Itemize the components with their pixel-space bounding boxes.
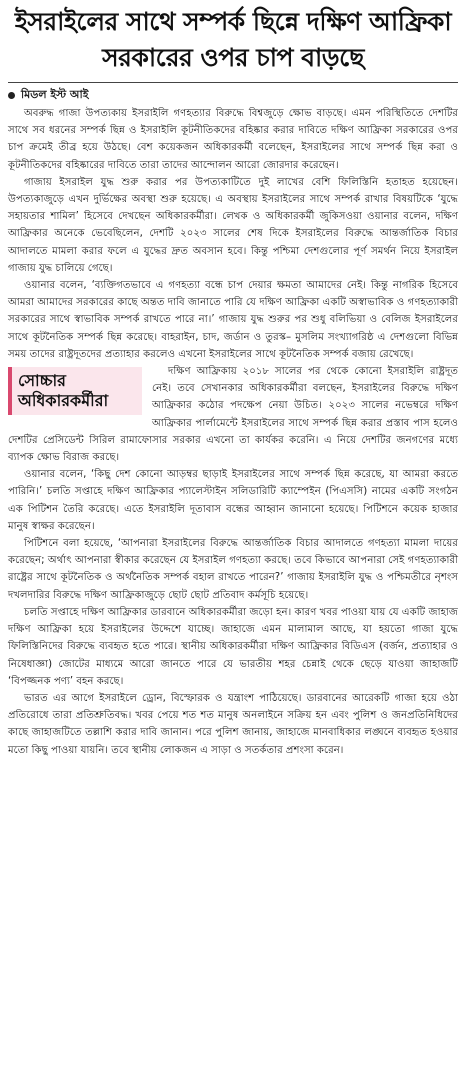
- article-paragraph: পিটিশনে বলা হয়েছে, ‘আপনারা ইসরাইলের বিরুদ্ধে আন্তর্জাতিক বিচার আদালতে গণহত্যা মামলা দায়ের করেছেন; অর্থাৎ আপনারা স্বীকার করেছেন যে ইসরাইল গণহত্যা করছে। তবে কিভাবে আপনারা সেই গণহত্যাকারী রাষ্ট্রের সাথে কূটনৈতিক ও অর্থনৈতিক সম্পর্ক বহাল রাখতে পারেন?’ গাজায় ইসরাইলি যুদ্ধ ও পশ্চিমতীরে নৃশংস দখলদারির বিরুদ্ধে দক্ষিণ আফ্রিকাজুড়ে ছোট ছোট প্রতিবাদ কর্মসূচি হয়েছে।: [8, 538, 458, 601]
- section-subhead: সোচ্চার অধিকারকর্মীরা: [8, 367, 142, 415]
- article-paragraph: গাজায় ইসরাইল যুদ্ধ শুরু করার পর উপত্যকাটিতে দুই লাখের বেশি ফিলিস্তিনি হতাহত হয়েছেন। উপত্যকাজুড়ে এখন দুর্ভিক্ষের অবস্থা শুরু হয়েছে। এ অবস্থায় ইসরাইলের সাথে সম্পর্ক রাখার বিষয়টিকে ‘যুদ্ধে সহায়তার শামিল’ হিসেবে দেখছেন অধিকারকর্মীরা। লেখক ও অধিকারকর্মী জুকিসওয়া ওয়ানার বলেন, দক্ষিণ আফ্রিকার অনেকে ভেবেছিলেন, দেশটি ২০২৩ সালের শেষ দিকে ইসরাইলের বিরুদ্ধে আন্তর্জাতিক বিচার আদালতে মামলা করার ফলে এ যুদ্ধের দ্রুত অবসান হবে। কিন্তু পশ্চিমা দেশগুলোর পূর্ণ সমর্থন নিয়ে ইসরাইল গাজায় যুদ্ধ চালিয়ে গেছে।: [8, 176, 458, 274]
- article-paragraph: অবরুদ্ধ গাজা উপত্যকায় ইসরাইলি গণহত্যার বিরুদ্ধে বিশ্বজুড়ে ক্ষোভ বাড়ছে। এমন পরিস্থিতিতে দেশটির সাথে সব ধরনের সম্পর্ক ছিন্ন ও ইসরাইলি কূটনীতিকদের বহিষ্কার করার দাবিতে দক্ষিণ আফ্রিকা সরকারের ওপর চাপ ক্রমেই তীব্র হয়ে উঠছে। বেশ কয়েকজন অধিকারকর্মী বলেছেন, ইসরাইলের সাথে সম্পর্ক ছিন্ন করা ও কূটনীতিকদের বহিষ্কারের দাবিতে তারা তাদের আন্দোলন আরো জোরদার করেছেন।: [8, 108, 458, 171]
- article-paragraph: ভারত এর আগে ইসরাইলে ড্রোন, বিস্ফোরক ও যন্ত্রাংশ পাঠিয়েছে। ডারবানের আরেকটি গাজা হয়ে ওঠা প্রতিরোধে তারা প্রতিশ্রুতিবদ্ধ। খবর পেয়ে শত শত মানুষ অনলাইনে সক্রিয় হন এবং পুলিশ ও জনপ্রতিনিধিদের কাছে জাহাজটিতে তল্লাশি করার দাবি জানান। পরে পুলিশ জানায়, জাহাজে মানবাধিকার লঙ্ঘনে ব্যবহৃত হওয়ার মতো কিছু পাওয়া যায়নি। তবে স্থানীয় লোকজন এ সাড়া ও সতর্কতার প্রশংসা করেন।: [8, 692, 458, 756]
- byline-source: মিডল ইস্ট আই: [21, 88, 89, 101]
- article-headline: ইসরাইলের সাথে সম্পর্ক ছিন্নে দক্ষিণ আফ্রিকা সরকারের ওপর চাপ বাড়ছে: [14, 7, 452, 72]
- headline-divider: [8, 82, 458, 83]
- bullet-icon: [8, 92, 15, 99]
- article-paragraph: চলতি সপ্তাহে দক্ষিণ আফ্রিকার ডারবানে অধিকারকর্মীরা জড়ো হন। কারণ খবর পাওয়া যায় যে একটি জাহাজ দক্ষিণ আফ্রিকা হয়ে ইসরাইলের উদ্দেশে যাচ্ছে। জাহাজে এমন মালামাল আছে, যা হয়তো গাজা যুদ্ধে ফিলিস্তিনিদের বিরুদ্ধে ব্যবহৃত হতে পারে। স্থানীয় অধিকারকর্মীরা দক্ষিণ আফ্রিকার বিডিএস (বর্জন, প্রত্যাহার ও নিষেধাজ্ঞা) জোটের মাধ্যমে আরো জানতে পারে যে ভারতীয় শহর চেন্নাই থেকে ছেড়ে যাওয়া জাহাজটি ‘বিপজ্জনক পণ্য’ বহন করছে।: [8, 606, 458, 687]
- byline: [8, 87, 458, 103]
- article-paragraph: ওয়ানার বলেন, ‘ব্যক্তিগতভাবে এ গণহত্যা বন্ধে চাপ দেয়ার ক্ষমতা আমাদের নেই। কিন্তু নাগরিক হিসেবে আমরা আমাদের সরকারের কাছে অন্তত দাবি জানাতে পারি যে দক্ষিণ আফ্রিকা একটি অস্বাভাবিক ও গণহত্যাকারী সরকারের সাথে স্বাভাবিক সম্পর্ক রাখতে পারে না।’ গাজায় যুদ্ধ শুরুর পর শুধু বলিভিয়া ও বেলিজ ইসরাইলের সাথে কূটনৈতিক সম্পর্ক ছিন্ন করেছে। বাহরাইন, চাদ, জর্ডান ও তুরস্ক– মুসলিম সংখ্যাগরিষ্ঠ এ দেশগুলো বিভিন্ন সময় তাদের রাষ্ট্রদূতদের প্রত্যাহার করলেও এখনো ইসরাইলের সাথে কূটনৈতিক সম্পর্ক বজায় রেখেছে।: [8, 280, 458, 360]
- article-paragraph: ওয়ানার বলেন, ‘কিছু দেশ কোনো আড়ম্বর ছাড়াই ইসরাইলের সাথে সম্পর্ক ছিন্ন করেছে, যা আমরা করতে পারিনি।’ চলতি সপ্তাহে দক্ষিণ আফ্রিকার প্যালেস্টাইন সলিডারিটি ক্যাম্পেইন (পিএসসি) নামের একটি সংগঠন এক পিটিশন তৈরি করেছে। এতে ইসরাইলি দূতাবাস বন্ধের আহ্বান জানানো হয়েছে। পিটিশনে কয়েক হাজার মানুষ স্বাক্ষর করেছেন।: [8, 469, 458, 532]
- article-paragraph: দক্ষিণ আফ্রিকায় ২০১৮ সালের পর থেকে কোনো ইসরাইলি রাষ্ট্রদূত নেই। তবে সেখানকার অধিকারকর্মীরা বলছেন, ইসরাইলের বিরুদ্ধে দক্ষিণ আফ্রিকার কঠোর পদক্ষেপ নেয়া উচিত। ২০২৩ সালের নভেম্বরে দক্ষিণ আফ্রিকার পার্লামেন্টে ইসরাইলের সাথে সম্পর্ক ছিন্ন করার প্রস্তাব পাস হলেও দেশটির প্রেসিডেন্ট সিরিল রামাফোসার সরকার এখনো তা কার্যকর করেনি। এ নিয়ে দেশটির জনগণের মধ্যে ব্যাপক ক্ষোভ বিরাজ করছে।: [8, 366, 458, 464]
